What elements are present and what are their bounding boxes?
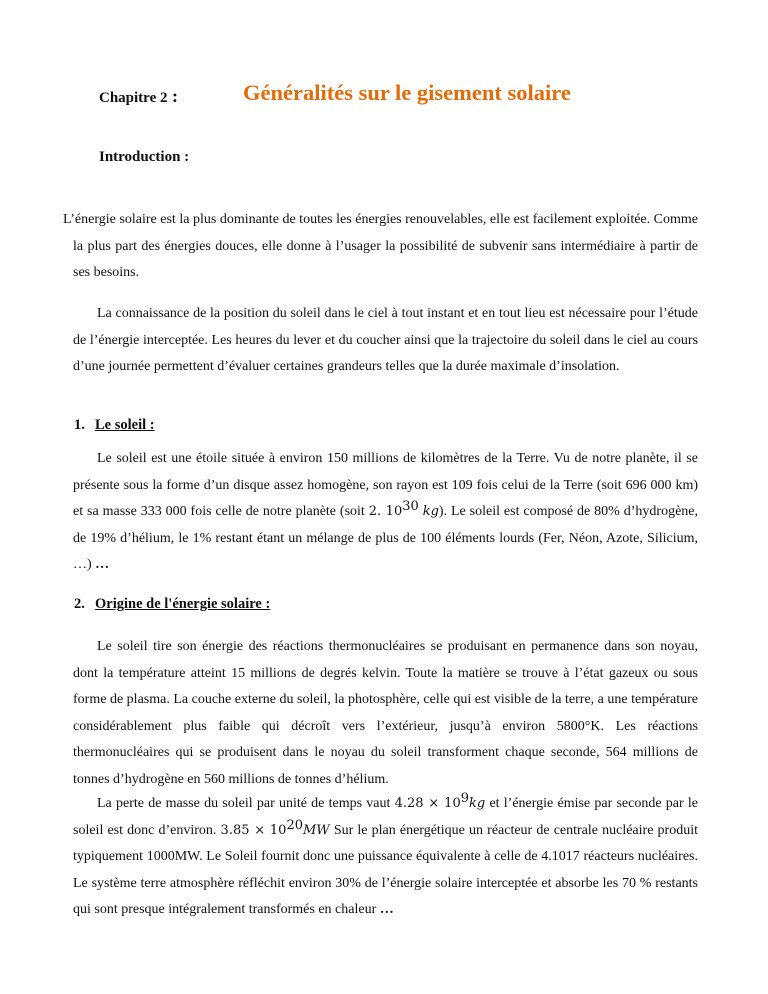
chapter-label xyxy=(99,86,178,107)
math-mass-loss-exponent: 9 xyxy=(460,791,470,806)
paragraph-text: Le soleil est une étoile située à environ 150 millions de kilomètres de la Terre. Vu de notre planète, il se présente sous la forme d’un disque assez homogène, son rayon est 109 fois celui de la Terre (soit 696 000 km) et sa masse 333 000 fois celle de notre planète (soit xyxy=(73,451,698,519)
paragraph-text: Le soleil tire son énergie des réactions thermonucléaires se produisant en permanence dans son noyau, dont la température atteint 15 millions de degrés kelvin. Toute la matière se trouve à l’état gazeux ou sous forme de plasma. La couche externe du soleil, la photosphère, celle qui est visible de la terre, a une température considérablement plus faible qui décroît vers l’extérieur, jusqu’à environ 5800°K. Les réactions thermonucléaires qui se produisent dans le noyau du soleil transforment chaque seconde, 564 millions de tonnes d’hydrogène en 560 millions de tonnes d’hélium. xyxy=(73,639,698,787)
chapter-colon: : xyxy=(167,86,178,106)
paragraph-text: Sur le plan énergétique un réacteur de centrale nucléaire produit typiquement 1000MW. Le Soleil fournit donc une puissance équivalente à celle de 4.1017 réacteurs nucléaires. Le système terre atmosphère réfléchit environ 30% de l’énergie solaire interceptée et absorbe les 70 % restants qui sont presque intégralement transformés en chaleur xyxy=(73,822,698,917)
section-2-paragraph-1 xyxy=(73,634,698,793)
introduction-heading: Introduction : xyxy=(99,149,190,165)
math-mass-exponent: 30 xyxy=(402,499,419,514)
section-2-paragraph-2 xyxy=(73,791,698,924)
section-title: Origine de l'énergie solaire : xyxy=(95,596,271,612)
section-heading-le-soleil xyxy=(74,417,155,434)
chapter-title: Généralités sur le gisement solaire xyxy=(243,80,571,105)
math-energy-unit: MW xyxy=(303,822,330,838)
math-energy-exponent: 20 xyxy=(286,817,303,833)
section-title: Le soleil : xyxy=(95,417,155,433)
math-mass-loss-base: 4.28 × 10 xyxy=(394,796,461,811)
chapter-number: Chapitre 2 xyxy=(99,90,168,106)
ellipsis: … xyxy=(95,557,110,572)
ellipsis: … xyxy=(379,902,394,917)
paragraph-text: ). Le soleil est composé de 80% d’hydrogène, de 19% d’hélium, le 1% restant étant un mélange de plus de 100 éléments lourds (Fer, Néon, Azote, Silicium, …) xyxy=(73,504,698,572)
introduction-paragraph-2 xyxy=(73,301,698,381)
math-mass-unit: kg xyxy=(422,504,439,519)
introduction-paragraph-1 xyxy=(63,207,698,287)
section-heading-origine-energie xyxy=(74,596,270,613)
math-energy-base: 3.85 × 10 xyxy=(220,822,287,838)
section-number: 2. xyxy=(74,596,85,612)
paragraph-text: et l’énergie émise par seconde par le soleil est donc d’environ. xyxy=(73,796,698,838)
math-mass-base: 2. 10 xyxy=(368,504,403,519)
math-mass-loss-unit: kg xyxy=(469,796,486,811)
section-1-paragraph xyxy=(73,446,698,579)
section-number: 1. xyxy=(74,417,85,433)
paragraph-text: L’énergie solaire est la plus dominante de toutes les énergies renouvelables, elle est facilement exploitée. Comme la plus part des énergies douces, elle donne à l’usager la possibilité de subvenir sans intermédiaire à partir de ses besoins. xyxy=(63,212,698,280)
paragraph-text: La connaissance de la position du soleil dans le ciel à tout instant et en tout lieu est nécessaire pour l’étude de l’énergie interceptée. Les heures du lever et du coucher ainsi que la trajectoire du soleil dans le ciel au cours d’une journée permettent d’évaluer certaines grandeurs telles que la durée maximale d’insolation. xyxy=(73,306,698,374)
paragraph-text: La perte de masse du soleil par unité de temps vaut xyxy=(97,796,395,811)
